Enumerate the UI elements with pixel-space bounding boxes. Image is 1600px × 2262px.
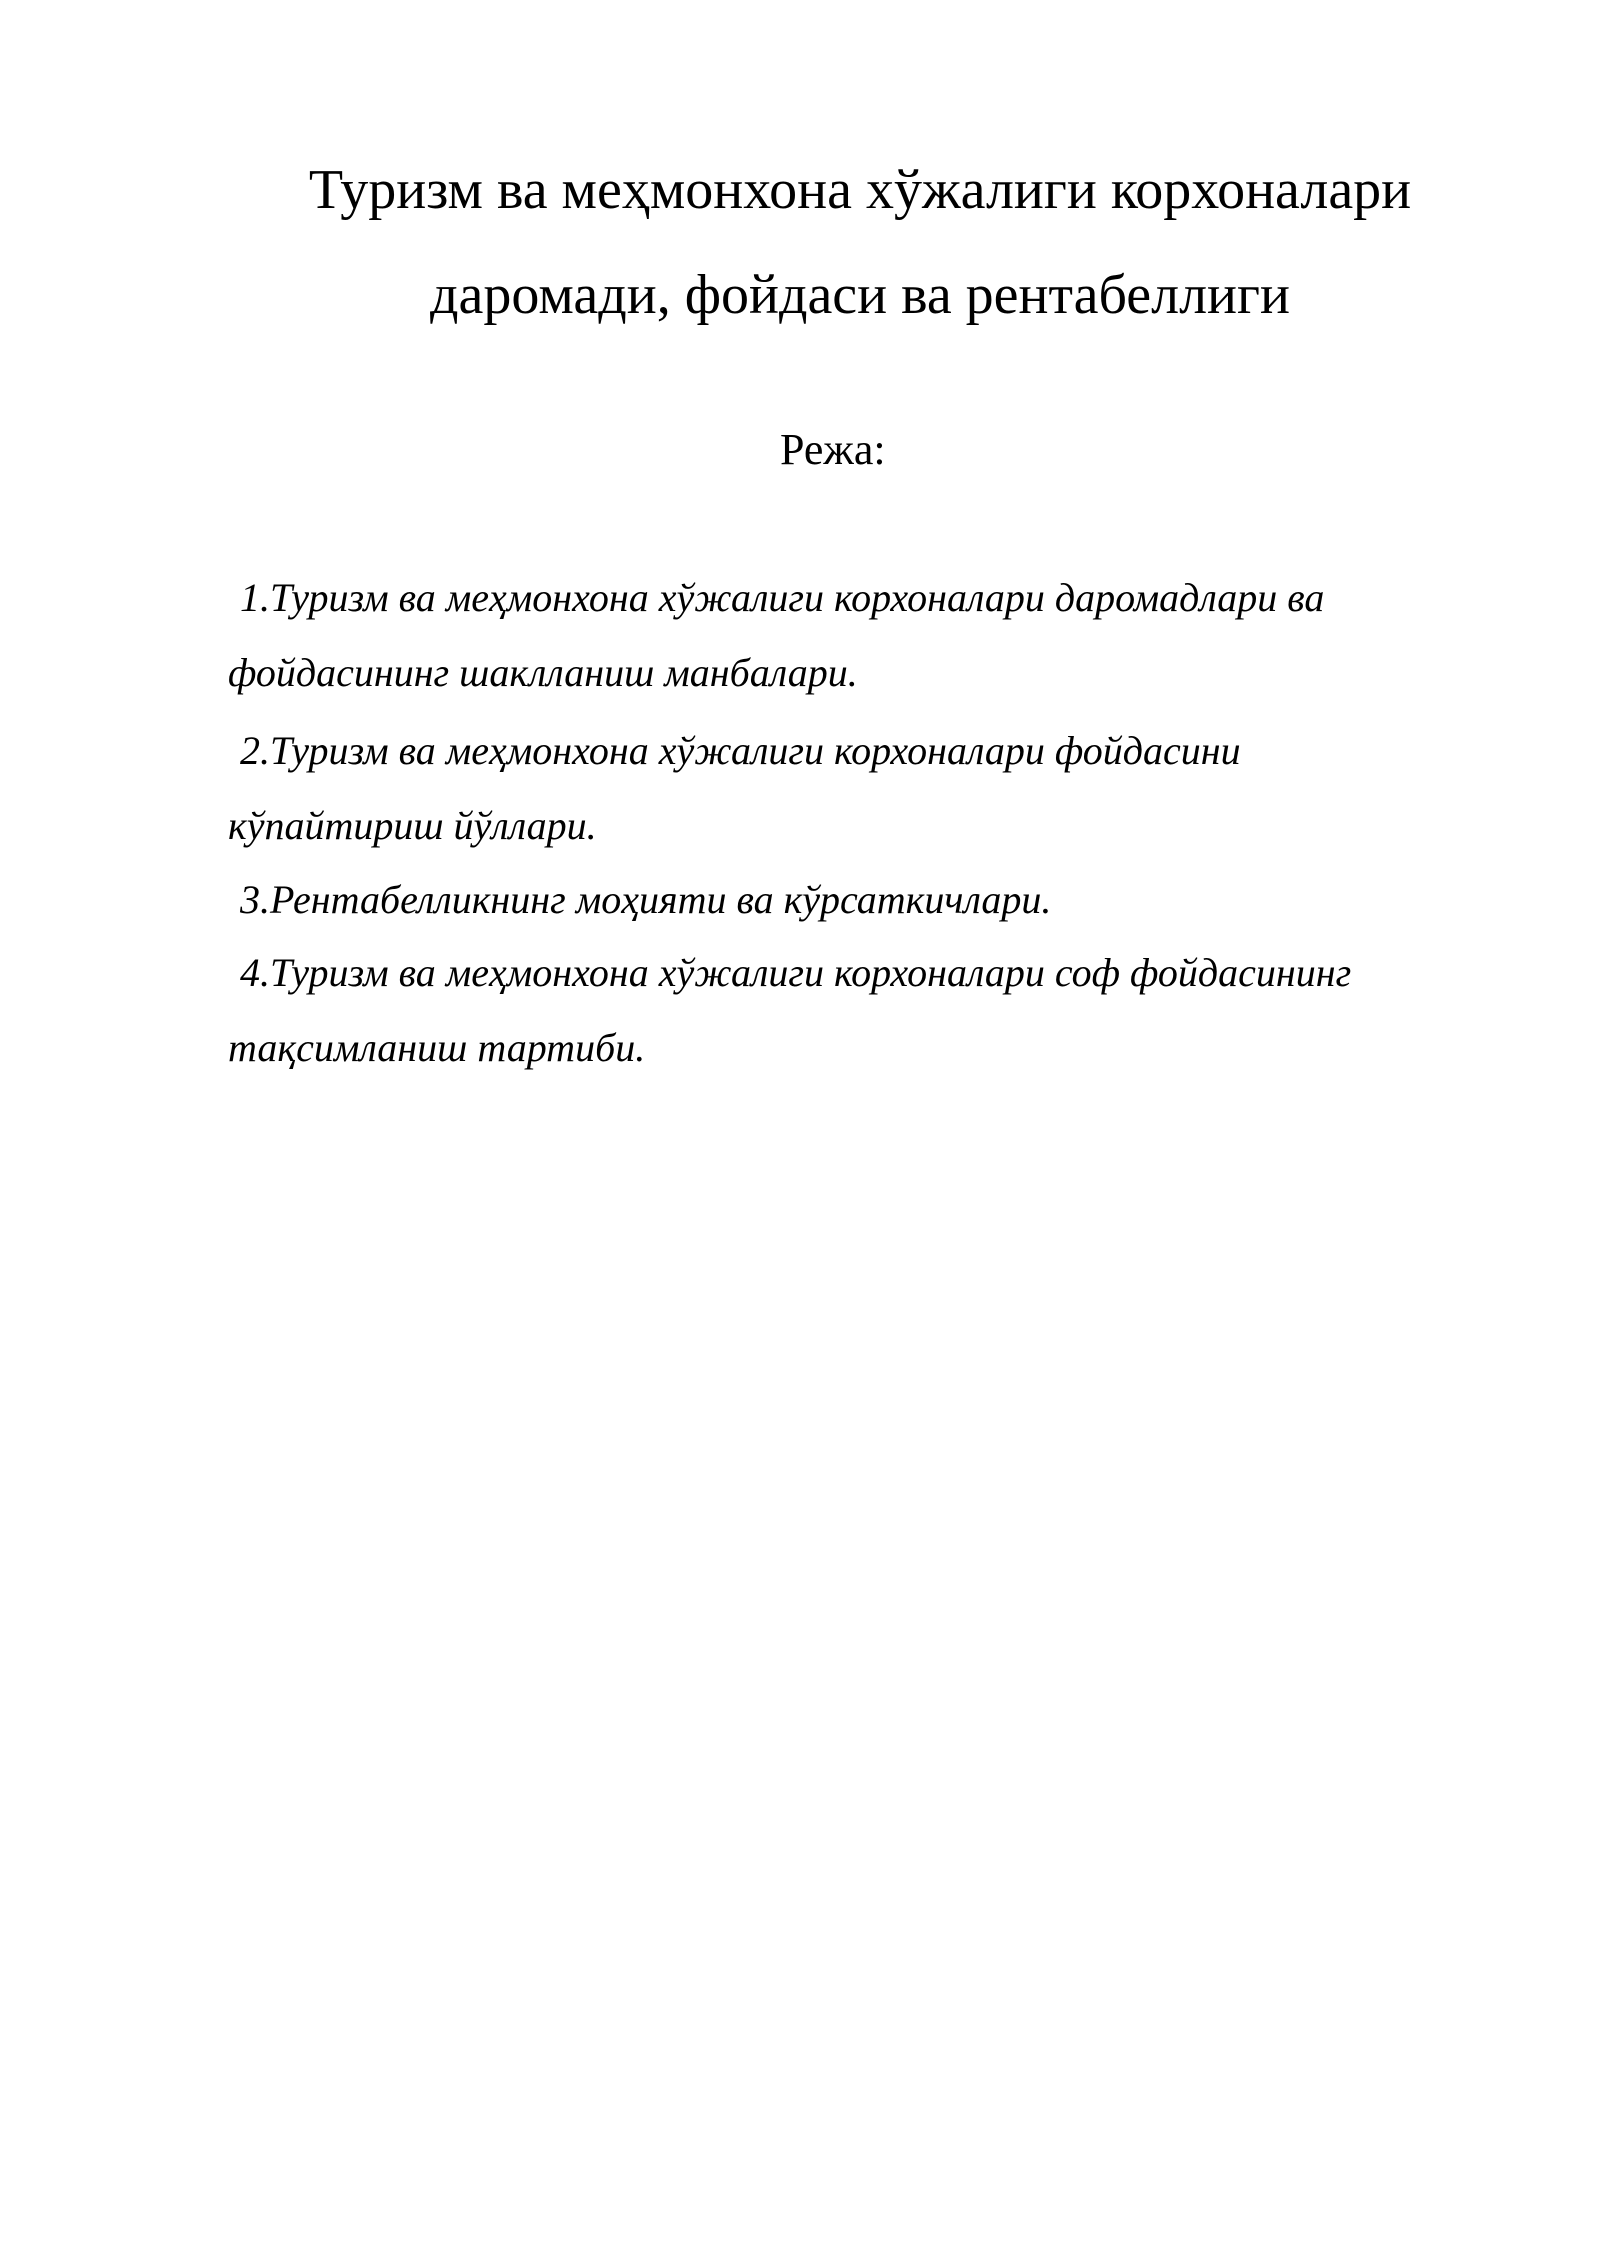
plan-item-4-line-2: тақсимланиш тартиби. [228,1025,646,1070]
plan-item-2-line-1: 2.Туризм ва меҳмонхона хўжалиги корхоналари фойдасини [240,728,1241,773]
plan-item-3: 3.Рентабелликнинг моҳияти ва кўрсаткичлари. [240,877,1052,922]
plan-item-1-line-1: 1.Туризм ва меҳмонхона хўжалиги корхоналари даромадлари ва [240,575,1325,620]
plan-heading: Режа: [780,425,886,474]
plan-item-4-line-1: 4.Туризм ва меҳмонхона хўжалиги корхоналари соф фойдасининг [240,950,1352,995]
document-title-line-1: Туризм ва меҳмонхона хўжалиги корхоналари [308,159,1412,221]
plan-item-2-line-2: кўпайтириш йўллари. [228,803,597,848]
plan-item-1-line-2: фойдасининг шаклланиш манбалари. [228,650,858,695]
document-title-line-2: даромади, фойдаси ва рентабеллиги [430,264,1290,326]
